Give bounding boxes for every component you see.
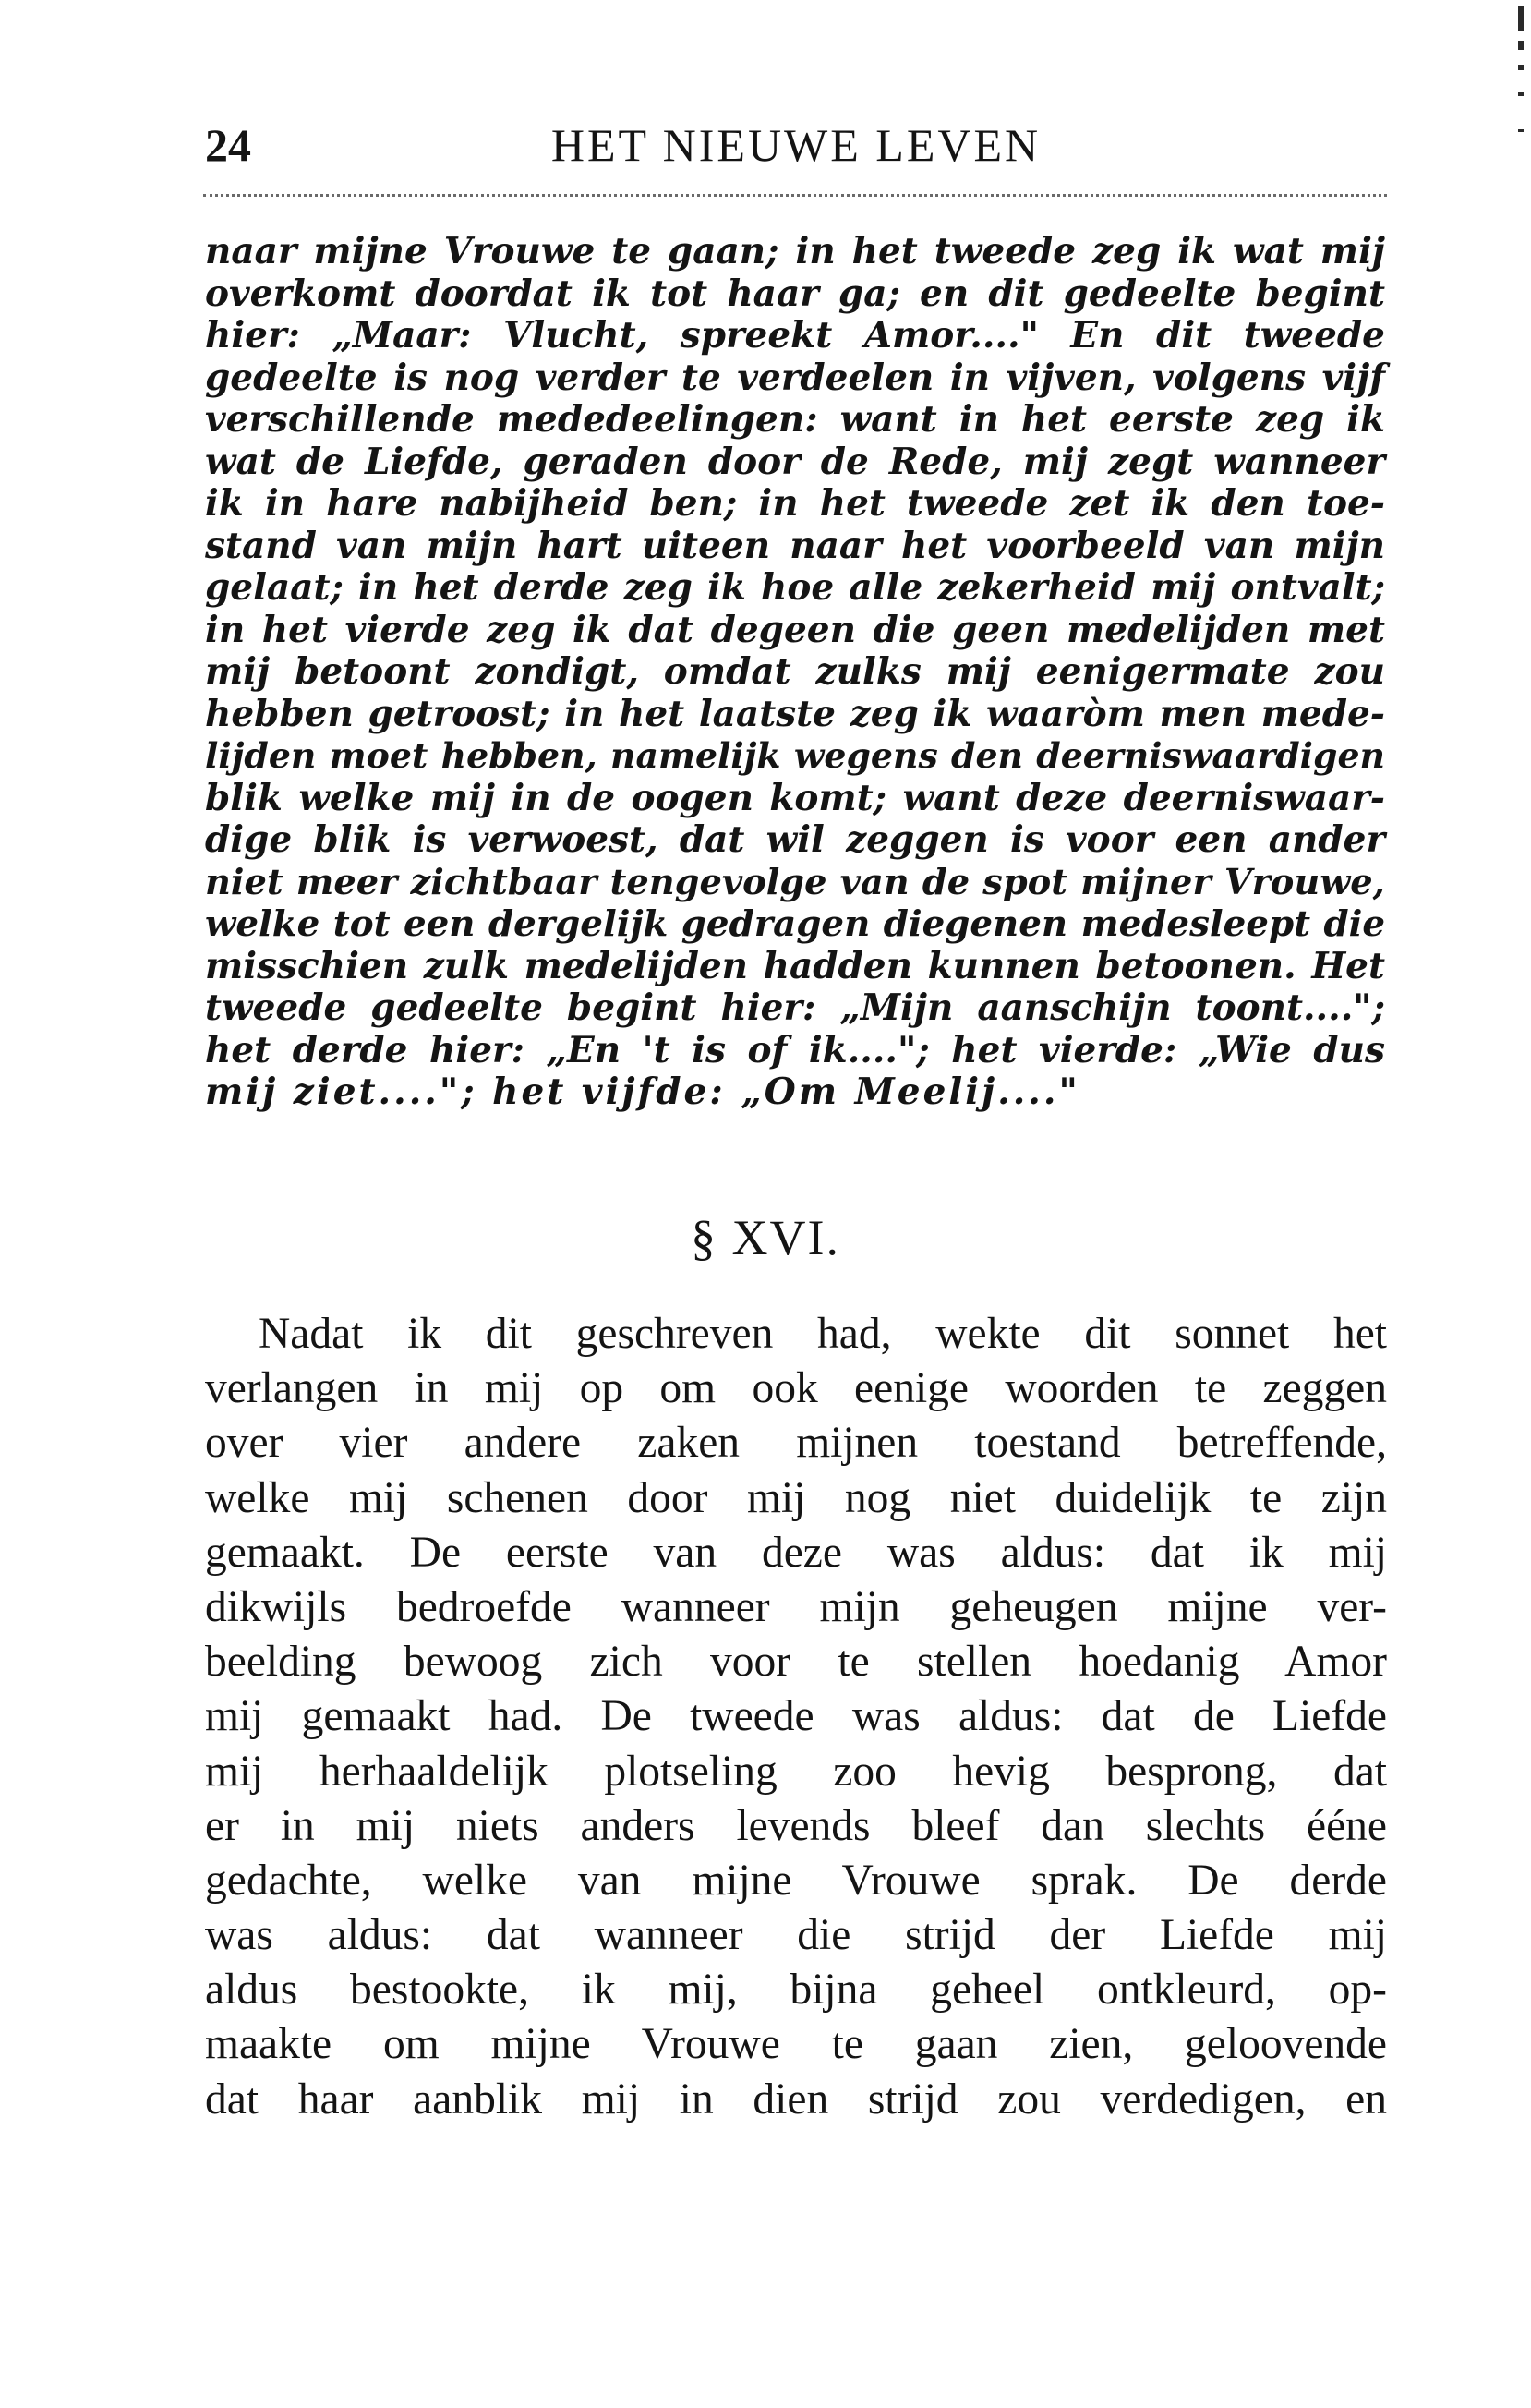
text-line: naar mijne Vrouwe te gaan; in het tweede zeg ik wat mij bbox=[205, 230, 1385, 272]
text-line: hebben getroost; in het laatste zeg ik waaròm men mede- bbox=[205, 692, 1385, 735]
text-line: mij ziet...."; het vijfde: „Om Meelij...." bbox=[205, 1071, 1080, 1113]
text-line: gedeelte is nog verder te verdeelen in vijven, volgens vijf bbox=[205, 356, 1385, 399]
text-line: er in mij niets anders levends bleef dan slechts ééne bbox=[205, 1801, 1387, 1850]
italic-commentary bbox=[205, 231, 1385, 1114]
text-line: tweede gedeelte begint hier: „Mijn aanschijn toont...."; bbox=[205, 986, 1385, 1029]
page-header bbox=[205, 113, 1387, 177]
text-line: hier: „Maar: Vlucht, spreekt Amor...." En dit tweede bbox=[205, 314, 1385, 357]
text-line: stand van mijn hart uiteen naar het voorbeeld van mijn bbox=[205, 524, 1385, 567]
text-line: dige blik is verwoest, dat wil zeggen is voor een ander bbox=[205, 818, 1385, 861]
text-line: verschillende mededeelingen: want in het eerste zeg ik bbox=[205, 398, 1385, 441]
text-line: niet meer zichtbaar tengevolge van de spot mijner Vrouwe, bbox=[205, 861, 1385, 903]
text-line: gedachte, welke van mijne Vrouwe sprak. De derde bbox=[205, 1856, 1387, 1905]
text-line: ik in hare nabijheid ben; in het tweede zet ik den toe- bbox=[205, 482, 1385, 525]
page-number: 24 bbox=[205, 119, 251, 171]
text-line: Nadat ik dit geschreven had, wekte dit sonnet het bbox=[259, 1310, 1387, 1358]
text-line: in het vierde zeg ik dat degeen die geen medelijden met bbox=[205, 608, 1385, 651]
text-line: welke mij schenen door mij nog niet duidelijk te zijn bbox=[205, 1473, 1387, 1522]
text-line: mij betoont zondigt, omdat zulks mij eenigermate zou bbox=[205, 650, 1385, 693]
text-line: lijden moet hebben, namelijk wegens den deerniswaardigen bbox=[205, 735, 1385, 776]
text-line: welke tot een dergelijk gedragen diegenen medesleept die bbox=[205, 903, 1385, 945]
text-line: dikwijls bedroefde wanneer mijn geheugen mijne ver- bbox=[205, 1582, 1387, 1631]
text-line: gelaat; in het derde zeg ik hoe alle zekerheid mij ontvalt; bbox=[205, 566, 1385, 609]
text-line: gemaakt. De eerste van deze was aldus: dat ik mij bbox=[205, 1528, 1387, 1577]
scan-edge-marks bbox=[1505, 0, 1531, 166]
text-line: maakte om mijne Vrouwe te gaan zien, geloovende bbox=[205, 2020, 1387, 2069]
text-line: mij herhaaldelijk plotseling zoo hevig besprong, dat bbox=[205, 1747, 1387, 1796]
body-paragraph bbox=[205, 1307, 1387, 2127]
text-line: het derde hier: „En 't is of ik...."; het vierde: „Wie dus bbox=[205, 1028, 1385, 1071]
text-line: mij gemaakt had. De tweede was aldus: dat de Liefde bbox=[205, 1692, 1387, 1741]
text-line: blik welke mij in de oogen komt; want deze deerniswaar- bbox=[205, 776, 1385, 819]
text-line: misschien zulk medelijden hadden kunnen betoonen. Het bbox=[205, 944, 1385, 987]
text-line: overkomt doordat ik tot haar ga; en dit gedeelte begint bbox=[205, 272, 1385, 315]
running-title: HET NIEUWE LEVEN bbox=[550, 119, 1042, 171]
text-line: dat haar aanblik mij in dien strijd zou verdedigen, en bbox=[205, 2075, 1387, 2124]
text-line: was aldus: dat wanneer die strijd der Liefde mij bbox=[205, 1911, 1387, 1960]
header-divider bbox=[203, 194, 1387, 197]
text-line: over vier andere zaken mijnen toestand betreffende, bbox=[205, 1419, 1387, 1468]
text-line: verlangen in mij op om ook eenige woorden te zeggen bbox=[205, 1364, 1387, 1413]
section-heading: § XVI. bbox=[691, 1210, 840, 1265]
text-line: aldus bestookte, ik mij, bijna geheel ontkleurd, op- bbox=[205, 1966, 1387, 2015]
text-line: wat de Liefde, geraden door de Rede, mij zegt wanneer bbox=[205, 440, 1385, 483]
text-line: beelding bewoog zich voor te stellen hoedanig Amor bbox=[205, 1638, 1387, 1687]
